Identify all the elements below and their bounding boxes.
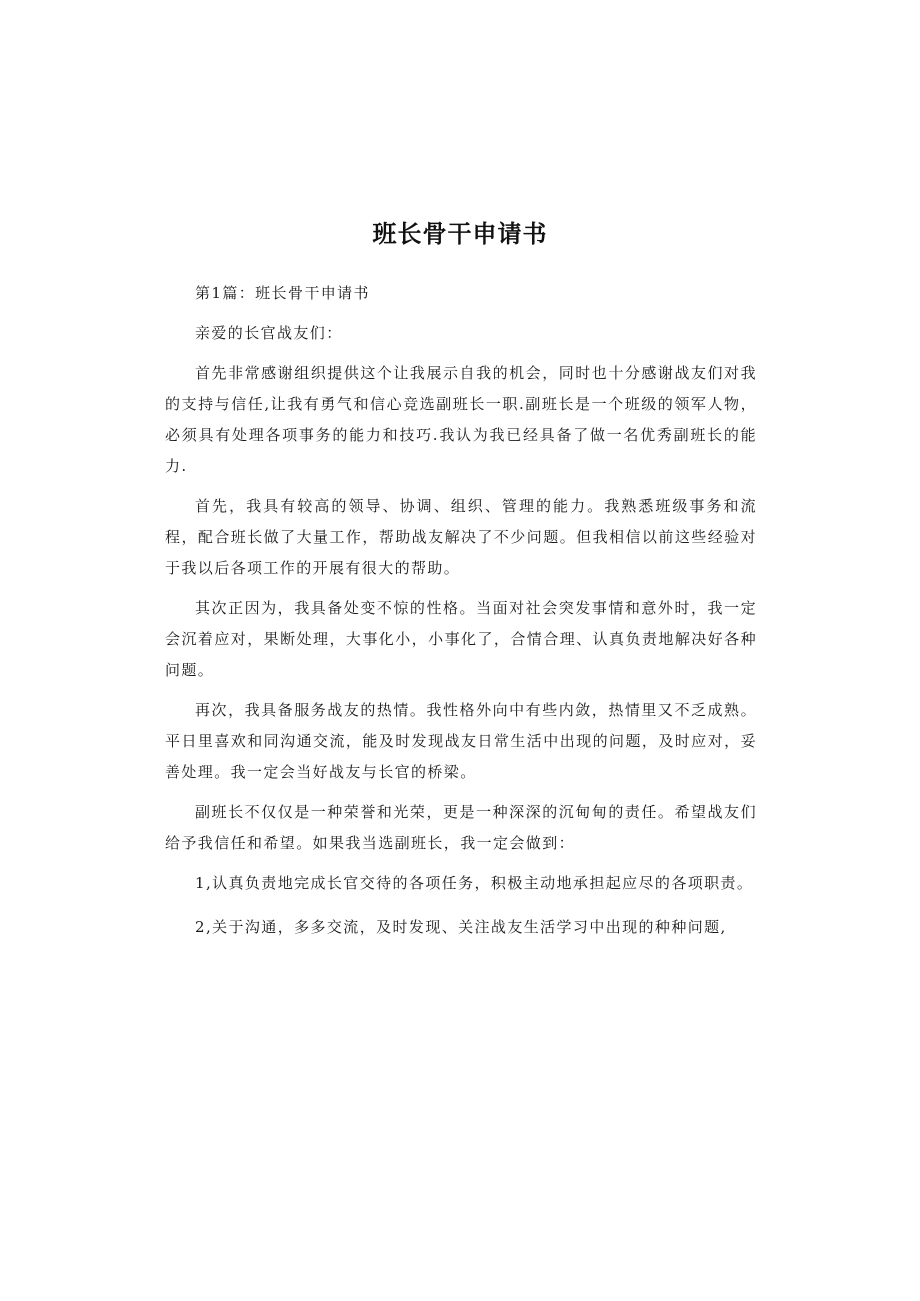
list-item-2: 2,关于沟通，多多交流，及时发现、关注战友生活学习中出现的种种问题,: [195, 918, 727, 936]
list-item-1: 1,认真负责地完成长官交待的各项任务，积极主动地承担起应尽的各项职责。: [195, 874, 754, 892]
paragraph-intro: 首先非常感谢组织提供这个让我展示自我的机会，同时也十分感谢战友们对我的支持与信任,让我有勇气和信心竞选副班长一职.副班长是一个班级的领军人物，必须具有处理各项事务的能力和技巧.我认为我已经具备了做一名优秀副班长的能力.: [165, 364, 757, 475]
document-body: [165, 278, 757, 956]
document-title: 班长骨干申请书: [372, 220, 548, 248]
paragraph-responsibility: 副班长不仅仅是一种荣誉和光荣，更是一种深深的沉甸甸的责任。希望战友们给予我信任和希望。如果我当选副班长，我一定会做到：: [165, 803, 757, 852]
paragraph-second: 其次正因为，我具备处变不惊的性格。当面对社会突发事情和意外时，我一定会沉着应对，果断处理，大事化小，小事化了，合情合理、认真负责地解决好各种问题。: [165, 599, 757, 679]
paragraph-first: 首先，我具有较高的领导、协调、组织、管理的能力。我熟悉班级事务和流程，配合班长做了大量工作，帮助战友解决了不少问题。但我相信以前这些经验对于我以后各项工作的开展有很大的帮助。: [165, 497, 757, 577]
section-heading: 第1篇：班长骨干申请书: [195, 284, 370, 302]
salutation: 亲爱的长官战友们：: [195, 324, 343, 342]
paragraph-third: 再次，我具备服务战友的热情。我性格外向中有些内敛，热情里又不乏成熟。平日里喜欢和同沟通交流，能及时发现战友日常生活中出现的问题，及时应对，妥善处理。我一定会当好战友与长官的桥梁。: [165, 701, 757, 781]
